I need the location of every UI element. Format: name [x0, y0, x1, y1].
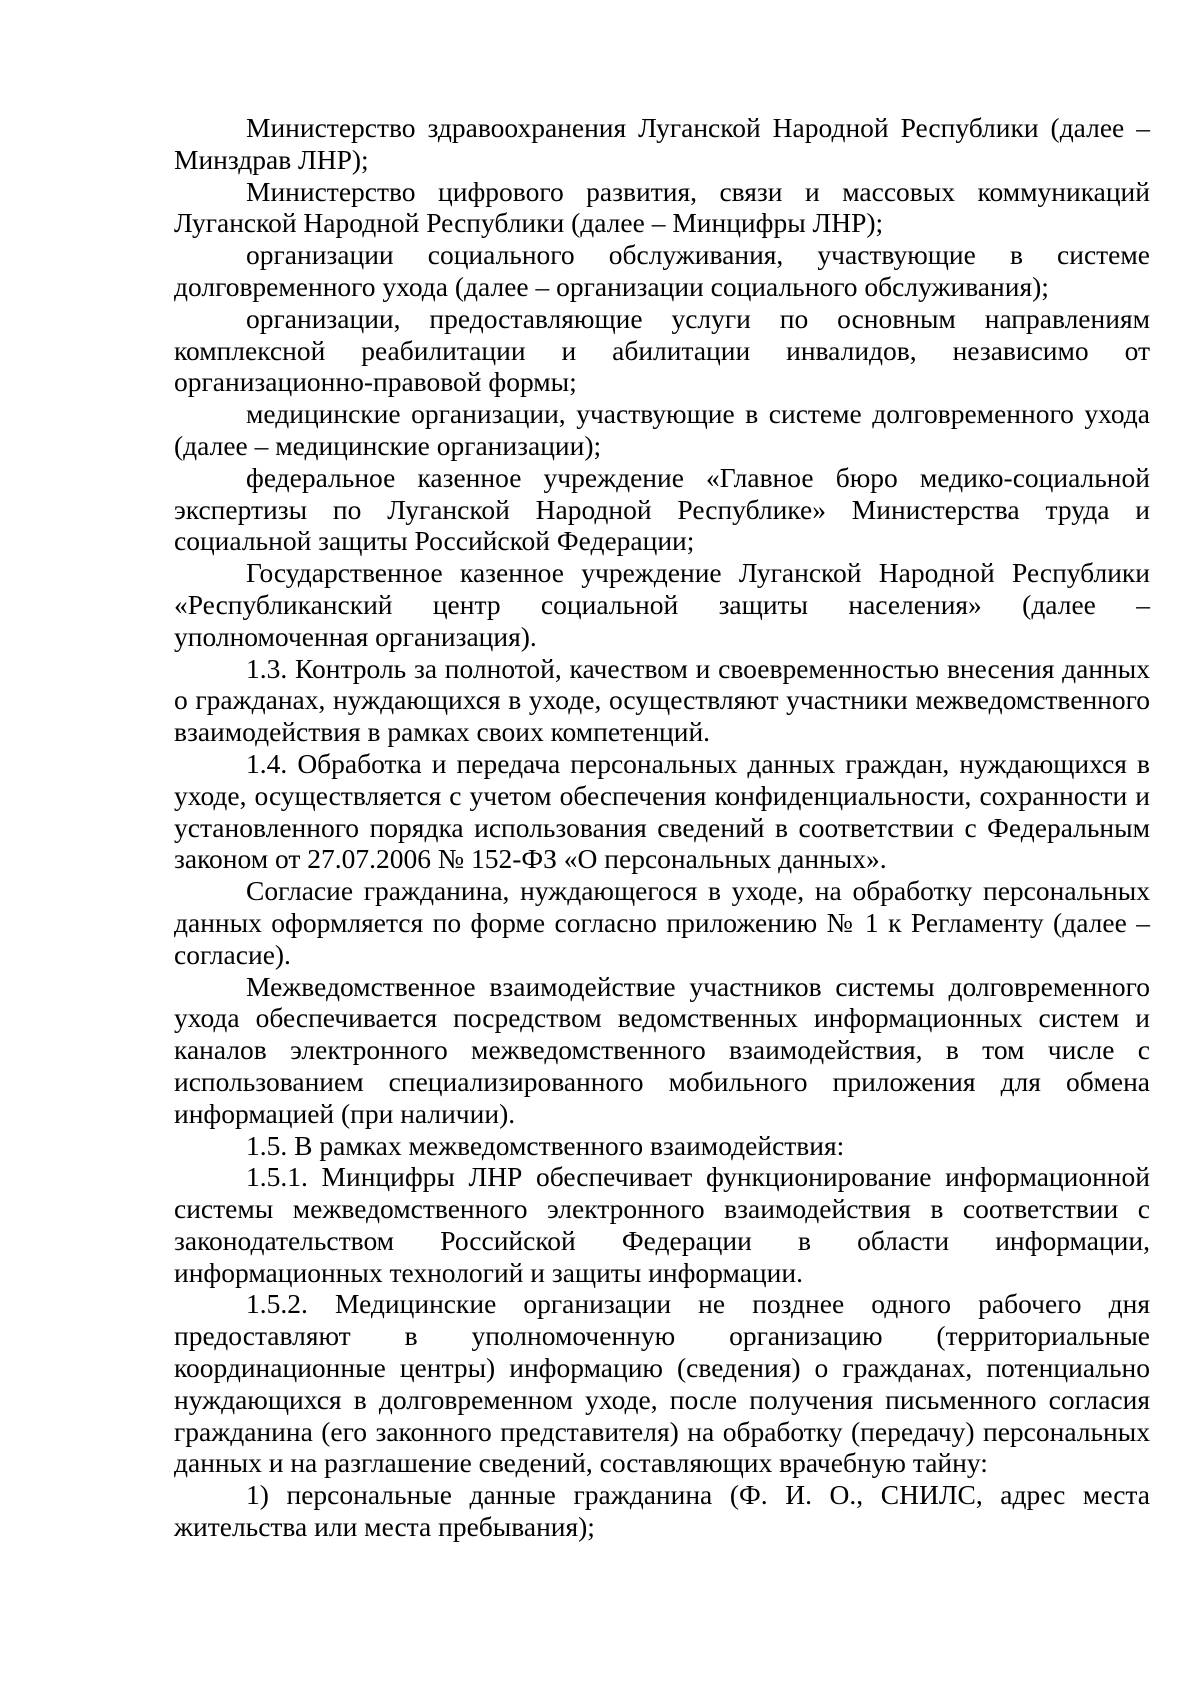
paragraph-social-service-orgs: организации социального обслуживания, участвующие в системе долговременного ухода (далее – организации социального обслуживания);: [174, 239, 1150, 302]
paragraph-1-5: 1.5. В рамках межведомственного взаимодействия:: [246, 1129, 845, 1161]
paragraph-1-5-1: 1.5.1. Минцифры ЛНР обеспечивает функционирование информационной системы межведомственного электронного взаимодействия в соответствии с законодательством Российской Федерации в области информации, информационных технологий и защиты информации.: [174, 1161, 1150, 1288]
paragraph-medical-orgs: медицинские организации, участвующие в системе долговременного ухода (далее – медицинские организации);: [174, 398, 1150, 461]
paragraph-1-5-2: 1.5.2. Медицинские организации не позднее одного рабочего дня предоставляют в уполномоченную организацию (территориальные координационные центры) информацию (сведения) о гражданах, потенциально нуждающихся в долговременном уходе, после получения письменного согласия гражданина (его законного представителя) на обработку (передачу) персональных данных и на разглашение сведений, составляющих врачебную тайну:: [174, 1288, 1150, 1479]
paragraph-minzdrav: Министерство здравоохранения Луганской Народной Республики (далее – Минздрав ЛНР);: [174, 112, 1150, 175]
paragraph-1-4: 1.4. Обработка и передача персональных данных граждан, нуждающихся в уходе, осуществляется с учетом обеспечения конфиденциальности, сохранности и установленного порядка использования сведений в соответствии с Федеральным законом от 27.07.2006 № 152-ФЗ «О персональных данных».: [174, 747, 1150, 875]
paragraph-consent: Согласие гражданина, нуждающегося в уходе, на обработку персональных данных оформляется по форме согласно приложению № 1 к Регламенту (далее – согласие).: [174, 875, 1150, 970]
paragraph-item-1: 1) персональные данные гражданина (Ф. И. О., СНИЛС, адрес места жительства или места пребывания);: [174, 1479, 1150, 1543]
paragraph-mincifry: Министерство цифрового развития, связи и массовых коммуникаций Луганской Народной Республики (далее – Минцифры ЛНР);: [174, 175, 1150, 239]
paragraph-authorized-org: Государственное казенное учреждение Луганской Народной Республики «Республиканский центр социальной защиты населения» (далее – уполномоченная организация).: [174, 557, 1150, 652]
paragraph-mse-bureau: федеральное казенное учреждение «Главное бюро медико-социальной экспертизы по Луганской Народной Республике» Министерства труда и социальной защиты Российской Федерации;: [174, 461, 1150, 557]
document-body: [174, 112, 1150, 1543]
paragraph-rehabilitation-orgs: организации, предоставляющие услуги по основным направлениям комплексной реабилитации и абилитации инвалидов, независимо от организационно-правовой формы;: [174, 302, 1150, 398]
paragraph-interagency: Межведомственное взаимодействие участников системы долговременного ухода обеспечивается посредством ведомственных информационных систем и каналов электронного межведомственного взаимодействия, в том числе с использованием специализированного мобильного приложения для обмена информацией (при наличии).: [174, 970, 1150, 1129]
paragraph-1-3: 1.3. Контроль за полнотой, качеством и своевременностью внесения данных о гражданах, нуждающихся в уходе, осуществляют участники межведомственного взаимодействия в рамках своих компетенций.: [174, 652, 1150, 748]
